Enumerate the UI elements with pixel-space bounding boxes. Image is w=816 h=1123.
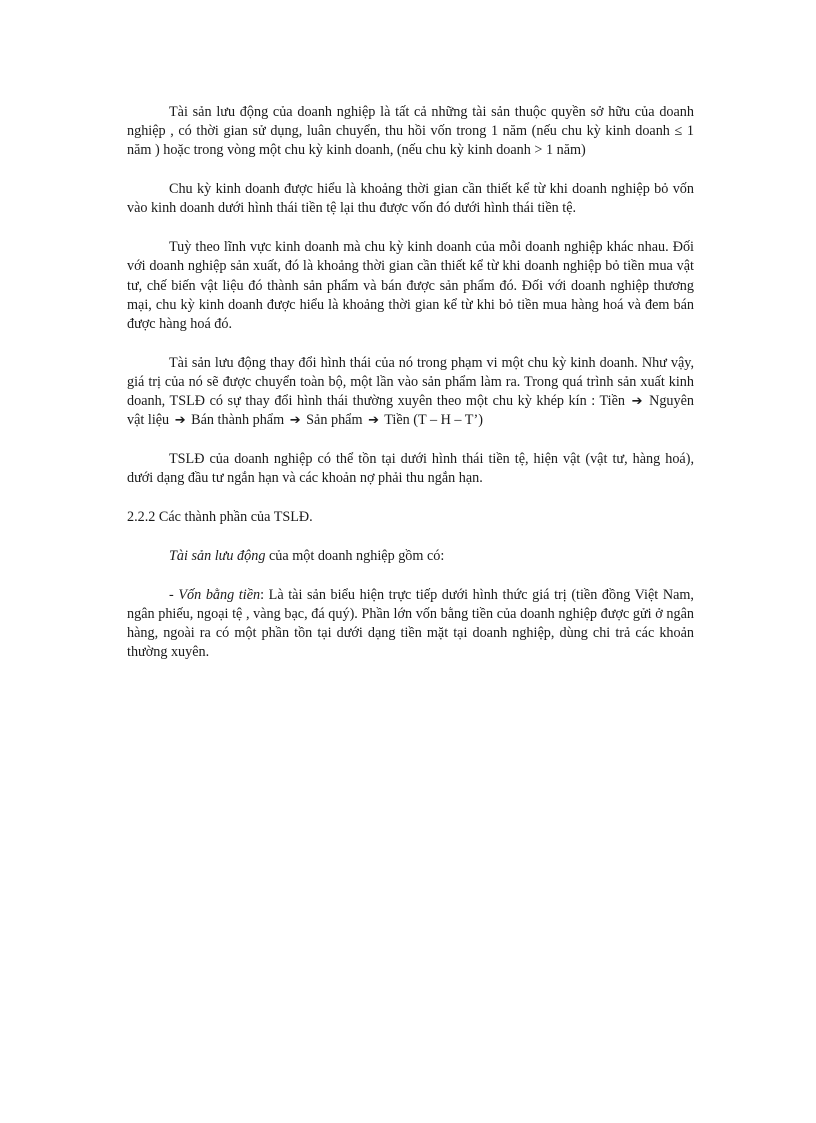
cycle-step-raw-materials: Nguyên vật liệu (127, 393, 694, 429)
term-cash-capital: Vốn bằng tiền (178, 586, 261, 603)
arrow-right-icon: ➔ (368, 413, 379, 429)
paragraph-cash-capital (127, 586, 694, 663)
paragraph-cycle-by-sector: Tuỳ theo lĩnh vực kinh doanh mà chu kỳ kinh doanh của mỗi doanh nghiệp khác nhau. Đối với doanh nghiệp sản xuất, đó là khoảng thời gian cần thiết kể từ khi doanh nghiệp bỏ tiền mua vật tư, chế biến vật liệu đó thành sản phẩm và bán được sản phẩm đó. Đối với doanh nghiệp thương mại, chu kỳ kinh doanh được hiểu là khoảng thời gian kể từ khi bỏ tiền mua hàng hoá và đem bán được hàng hoá đó. (127, 239, 694, 333)
paragraph-form-change-text: Tài sản lưu động thay đổi hình thái của nó trong phạm vi một chu kỳ kinh doanh. Như vậy, giá trị của nó sẽ được chuyển toàn bộ, một lần vào sản phẩm làm ra. Trong quá trình sản xuất kinh doanh, TSLĐ có sự thay đổi hình thái thường xuyên theo một chu kỳ khép kín : Tiền (127, 354, 694, 410)
paragraph-definition: Tài sản lưu động của doanh nghiệp là tất cả những tài sản thuộc quyền sở hữu của doanh nghiệp , có thời gian sử dụng, luân chuyển, thu hồi vốn trong 1 năm (nếu chu kỳ kinh doanh ≤ 1 năm ) hoặc trong vòng một chu kỳ kinh doanh, (nếu chu kỳ kinh doanh > 1 năm) (127, 104, 694, 159)
cycle-step-semi-finished: Bán thành phẩm (191, 412, 285, 429)
cycle-step-product: Sản phẩm (306, 412, 363, 429)
list-bullet: - (169, 586, 179, 603)
cycle-step-money: Tiền (T – H – T’) (384, 412, 483, 429)
paragraph-business-cycle: Chu kỳ kinh doanh được hiểu là khoảng thời gian cần thiết kể từ khi doanh nghiệp bỏ vốn vào kinh doanh dưới hình thái tiền tệ lại thu được vốn đó dưới hình thái tiền tệ. (127, 181, 694, 217)
paragraph-existence-forms: TSLĐ của doanh nghiệp có thể tồn tại dưới hình thái tiền tệ, hiện vật (vật tư, hàng hoá), dưới dạng đầu tư ngắn hạn và các khoản nợ phải thu ngắn hạn. (127, 451, 694, 487)
arrow-right-icon: ➔ (631, 394, 643, 410)
components-intro-text: của một doanh nghiệp gồm có: (265, 548, 445, 565)
section-heading: 2.2.2 Các thành phần của TSLĐ. (127, 509, 313, 526)
paragraph-components-intro (127, 547, 694, 566)
arrow-right-icon: ➔ (289, 413, 301, 429)
term-current-assets: Tài sản lưu động (169, 548, 266, 565)
document-body (127, 103, 694, 682)
cash-capital-text: : Là tài sản biểu hiện trực tiếp dưới hình thức giá trị (tiền đồng Việt Nam, ngân phiếu, ngoại tệ , vàng bạc, đá quý). Phần lớn vốn bằng tiền của doanh nghiệp được gửi ở ngân hàng, ngoài ra có một phần tồn tại dưới dạng tiền mặt tại doanh nghiệp, dùng chi trả các khoản thường xuyên. (127, 586, 694, 661)
paragraph-form-change (127, 354, 694, 431)
arrow-right-icon: ➔ (174, 413, 186, 429)
